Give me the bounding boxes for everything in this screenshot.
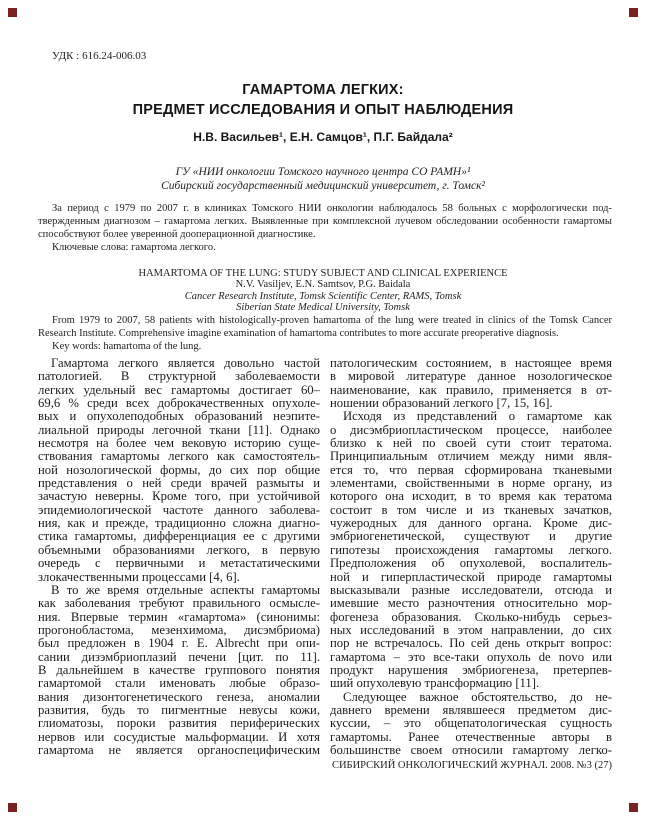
text-line: чужеродных для данного органа. Кроме дис-: [330, 516, 612, 531]
text-line: высказывали разные исследователи, отсюда и: [330, 582, 612, 597]
text-line: ется то, что первая сформирована тканевыми: [330, 462, 612, 477]
journal-footer: СИБИРСКИЙ ОНКОЛОГИЧЕСКИЙ ЖУРНАЛ. 2008. №3 (27): [331, 760, 612, 771]
text-line: Предположения об опухолевой, воспалитель-: [330, 556, 612, 571]
text-line: стика гамартомы, дифференциация ее с другими: [38, 529, 320, 544]
article-title-line-1: ГАМАРТОМА ЛЕГКИХ:: [242, 82, 404, 98]
text-line: Research Institute. Comprehensive imagine examination of hamartoma contributes to more accurate preoperative diagnosis.: [38, 328, 559, 339]
text-line: способствуют более уверенной дооперационной диагностике.: [38, 229, 316, 240]
article-title-ru: [0, 80, 646, 120]
text-line: был предложен в 1904 г. E. Albrecht при опи-: [38, 636, 320, 651]
text-line: близко к ней по своей сути стоит тератома.: [330, 436, 612, 451]
text-line: элементами, свойственными в норме органу, из: [330, 476, 612, 491]
text-line: вых и опухолеподобных образований неэпите-: [38, 409, 320, 424]
corner-mark-bottom-left: [8, 803, 17, 812]
corner-mark-bottom-right: [629, 803, 638, 812]
text-line: ния. Впервые термин «гамартома» (синонимы:: [38, 609, 320, 624]
text-line: которого она исходит, в то время как тератома: [330, 489, 612, 504]
text-line: объемными образованиями легкого, в первую: [38, 542, 320, 557]
text-line: патологическим состоянием, в настоящее время: [330, 356, 612, 370]
text-line: ных исследований в этом направлении, до сих: [330, 622, 612, 637]
affiliation-en-1: Cancer Research Institute, Tomsk Scientific Center, RAMS, Tomsk: [184, 290, 462, 302]
text-line: имевшие место разночтения относительно мор-: [330, 596, 612, 611]
text-line: глиоматозы, пороки развития периферических: [38, 716, 320, 731]
body-columns: [38, 357, 612, 757]
text-line: From 1979 to 2007, 58 patients with histologically-proven hamartoma of the lung were treated in clinics of the Tomsk Cancer: [52, 315, 612, 326]
text-line: гамартомы. Ранее отечественные авторы в: [330, 729, 612, 744]
text-line: Следующее важное обстоятельство, до не-: [343, 689, 612, 704]
text-line: несмотря на более чем вековую историю суще-: [38, 436, 320, 451]
english-header-block: [0, 268, 646, 314]
text-line: ший опухолевую трансформацию [11].: [330, 676, 540, 691]
text-line: о дисэмбриопластическом процессе, наиболее: [330, 422, 612, 437]
text-line: ной нозологической формы, до сих пор общие: [38, 462, 320, 477]
text-line: 69,6 % среди всех доброкачественных опухоле-: [38, 396, 320, 411]
text-line: гипотезы происхождения гамартомы легкого.: [330, 542, 612, 557]
text-line: зачастую неверны. Кроме того, при устойчивой: [38, 489, 320, 504]
text-line: представления о ней среди врачей размыты и: [38, 476, 320, 491]
text-line: гамартома – это все-таки опухоль de novo или: [330, 649, 612, 664]
text-line: ной и гиперпластической природе гамартомы: [330, 569, 612, 584]
text-line: эмбриогенетической, существуют и другие: [330, 529, 612, 544]
text-line: твержденным диагнозом – гамартома легких. Выявленные при комплексной лучевом обследовании особенности гамартомы: [38, 216, 612, 227]
text-line: патологией. В структурной заболеваемости: [38, 369, 320, 384]
text-line: эпидемиологической частоте данного заболева-: [38, 502, 320, 517]
text-line: ствования гамартомы легкого как самостоятель-: [38, 449, 320, 464]
text-line: большинстве своем относили гамартому легко-: [330, 742, 612, 757]
corner-mark-top-right: [629, 8, 638, 17]
text-line: Исходя из представлений о гамартоме как: [343, 409, 612, 424]
text-line: в мировой литературе данное нозологическое: [330, 369, 612, 384]
text-line: продукт нарушения эмбриогенеза, претерпев-: [330, 662, 612, 677]
text-line: прогонобластома, мезенхимома, дисэмбриома): [38, 622, 320, 637]
body-column-left: [38, 357, 320, 757]
text-line: развития, будь то пигментные невусы кожи,: [38, 702, 320, 717]
text-line: сании дизэмбриоплазий печени [цит. по 11].: [38, 649, 320, 664]
text-line: легких удельный вес гамартомы достигает 60–: [38, 382, 320, 397]
text-line: лиальной природы легочной ткани [11]. Однако: [38, 422, 320, 437]
affiliation-en-2: Siberian State Medical University, Tomsk: [236, 302, 410, 314]
authors-en: N.V. Vasiljev, E.N. Samtsov, P.G. Baidala: [235, 279, 411, 291]
body-column-right: [330, 357, 612, 757]
authors-ru: Н.В. Васильев¹, Е.Н. Самцов¹, П.Г. Байдала²: [193, 130, 453, 144]
abstract-en: [38, 314, 612, 353]
affiliations-ru: [0, 165, 646, 193]
text-line: Гамартома легкого является довольно частой: [51, 356, 320, 370]
text-line: состоит в том числе и из тканевых зачатков,: [330, 502, 612, 517]
text-line: гамартомой стали именовать любые образо-: [38, 676, 320, 691]
text-line: куссии, – это общепатологическая сущность: [330, 716, 612, 731]
text-line: наименование, как правило, применяется в от-: [330, 382, 612, 397]
text-line: Ключевые слова: гамартома легкого.: [52, 242, 216, 253]
text-line: вания дизонтогенетического генеза, аномалии: [38, 689, 320, 704]
article-title-line-2: ПРЕДМЕТ ИССЛЕДОВАНИЯ И ОПЫТ НАБЛЮДЕНИЯ: [132, 102, 514, 118]
text-line: За период с 1979 по 2007 г. в клиниках Томского НИИ онкологии наблюдалось 58 больных с морфологически под-: [52, 203, 612, 214]
abstract-ru: [38, 202, 612, 254]
text-line: фогенеза образования. Сколько-нибудь серьез-: [330, 609, 612, 624]
text-line: злокачественными процессами [4, 6].: [38, 569, 240, 584]
text-line: Key words: hamartoma of the lung.: [52, 341, 202, 352]
text-line: как заболевания требуют правильного осмысле-: [38, 596, 320, 611]
text-line: В то же время отдельные аспекты гамартомы: [51, 582, 320, 597]
udc-classification: УДК : 616.24-006.03: [52, 50, 147, 62]
text-line: давнего времени являвшееся предметом дис-: [330, 702, 612, 717]
text-line: ния, как и прежде, традиционно сложна диагно-: [38, 516, 320, 531]
corner-mark-top-left: [8, 8, 17, 17]
text-line: гамартома не является органоспецифическим: [38, 742, 320, 757]
text-line: очередь с первичными и метастатическими: [38, 556, 320, 571]
text-line: пор не встречалось. По сей день открыт вопрос:: [330, 636, 612, 651]
text-line: нервов или сосудистые мальформации. И хотя: [38, 729, 320, 744]
text-line: ношении образований легкого [7, 15, 16].: [330, 396, 553, 411]
text-line: Принципиальным отличием между ними явля-: [330, 449, 612, 464]
affiliation-2: Сибирский государственный медицинский университет, г. Томск²: [161, 180, 485, 192]
text-line: В дальнейшем в качестве группового понятия: [38, 662, 320, 677]
affiliation-1: ГУ «НИИ онкологии Томского научного центра СО РАМН»¹: [175, 166, 471, 178]
article-title-en: HAMARTOMA OF THE LUNG: STUDY SUBJECT AND CLINICAL EXPERIENCE: [138, 268, 508, 279]
